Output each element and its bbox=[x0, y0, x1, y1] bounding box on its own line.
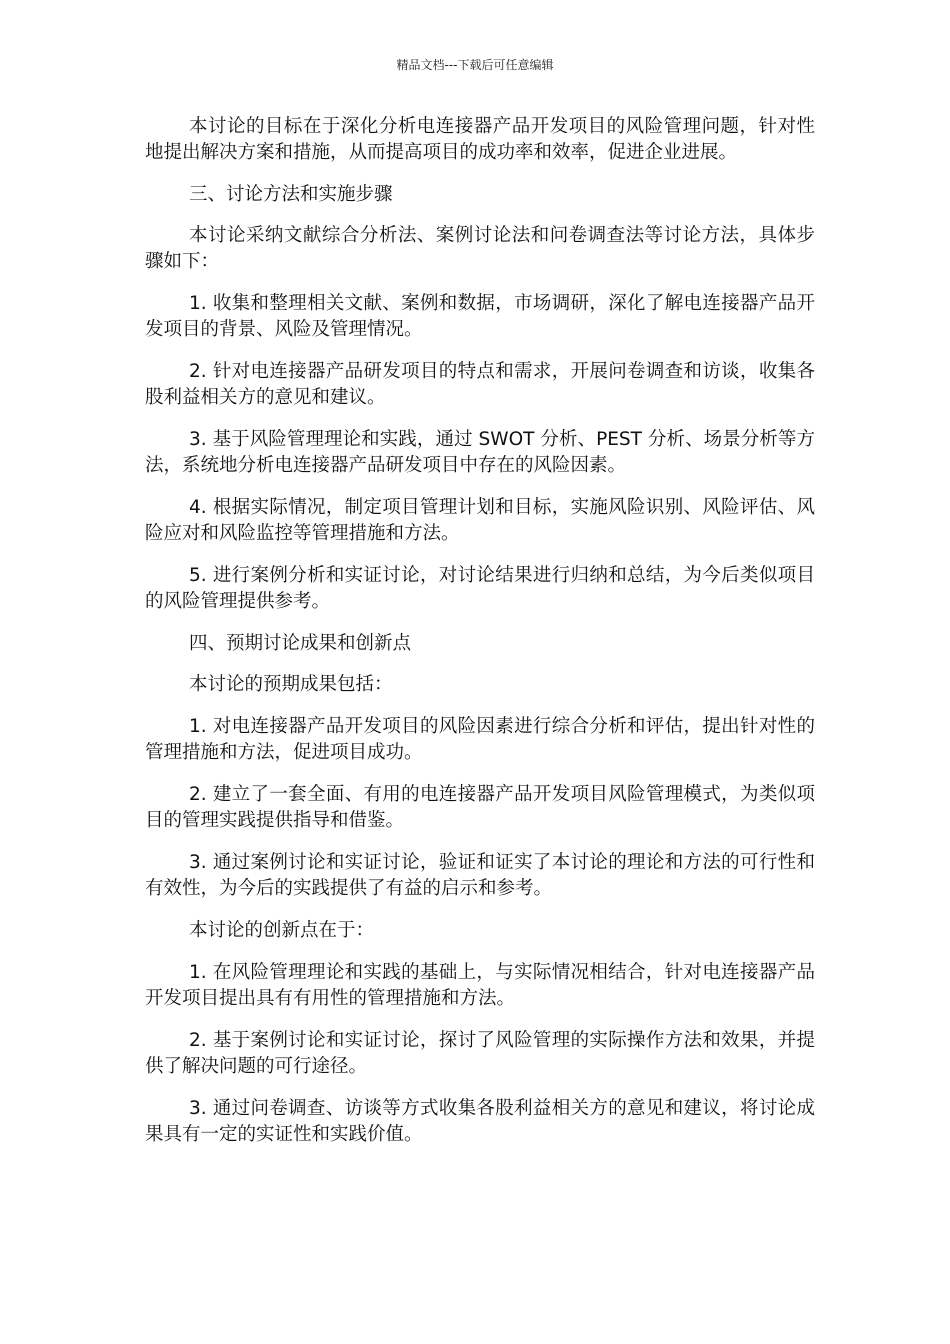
list-item-step-3: 3. 基于风险管理理论和实践，通过 SWOT 分析、PEST 分析、场景分析等方法，系统地分析电连接器产品研发项目中存在的风险因素。 bbox=[145, 429, 815, 476]
list-item-innovation-3: 3. 通过问卷调查、访谈等方式收集各股利益相关方的意见和建议，将讨论成果具有一定的实证性和实践价值。 bbox=[145, 1098, 815, 1145]
list-item-innovation-1: 1. 在风险管理理论和实践的基础上，与实际情况相结合，针对电连接器产品开发项目提出具有有用性的管理措施和方法。 bbox=[145, 962, 815, 1009]
section-heading-methods: 三、讨论方法和实施步骤 bbox=[189, 184, 393, 205]
paragraph-methods-intro: 本讨论采纳文献综合分析法、案例讨论法和问卷调查法等讨论方法，具体步骤如下： bbox=[145, 225, 815, 272]
list-item-step-2: 2. 针对电连接器产品研发项目的特点和需求，开展问卷调查和访谈，收集各股利益相关方的意见和建议。 bbox=[145, 361, 815, 408]
page-header: 精品文档---下载后可任意编辑 bbox=[396, 58, 554, 72]
list-item-innovation-2: 2. 基于案例讨论和实证讨论，探讨了风险管理的实际操作方法和效果，并提供了解决问题的可行途径。 bbox=[145, 1030, 815, 1077]
list-item-outcome-2: 2. 建立了一套全面、有用的电连接器产品开发项目风险管理模式，为类似项目的管理实践提供指导和借鉴。 bbox=[145, 784, 815, 831]
paragraph-innovation-intro: 本讨论的创新点在于： bbox=[189, 920, 375, 941]
list-item-step-4: 4. 根据实际情况，制定项目管理计划和目标，实施风险识别、风险评估、风险应对和风险监控等管理措施和方法。 bbox=[145, 497, 815, 544]
list-item-step-5: 5. 进行案例分析和实证讨论，对讨论结果进行归纳和总结，为今后类似项目的风险管理提供参考。 bbox=[145, 565, 815, 612]
list-item-step-1: 1. 收集和整理相关文献、案例和数据，市场调研，深化了解电连接器产品开发项目的背景、风险及管理情况。 bbox=[145, 293, 815, 340]
section-heading-outcomes: 四、预期讨论成果和创新点 bbox=[189, 633, 412, 654]
document-body bbox=[145, 114, 815, 1164]
paragraph-objective: 本讨论的目标在于深化分析电连接器产品开发项目的风险管理问题，针对性地提出解决方案和措施，从而提高项目的成功率和效率，促进企业进展。 bbox=[145, 116, 815, 163]
list-item-outcome-1: 1. 对电连接器产品开发项目的风险因素进行综合分析和评估，提出针对性的管理措施和方法，促进项目成功。 bbox=[145, 716, 815, 763]
paragraph-outcomes-intro: 本讨论的预期成果包括： bbox=[189, 674, 393, 695]
list-item-outcome-3: 3. 通过案例讨论和实证讨论，验证和证实了本讨论的理论和方法的可行性和有效性，为今后的实践提供了有益的启示和参考。 bbox=[145, 852, 815, 899]
